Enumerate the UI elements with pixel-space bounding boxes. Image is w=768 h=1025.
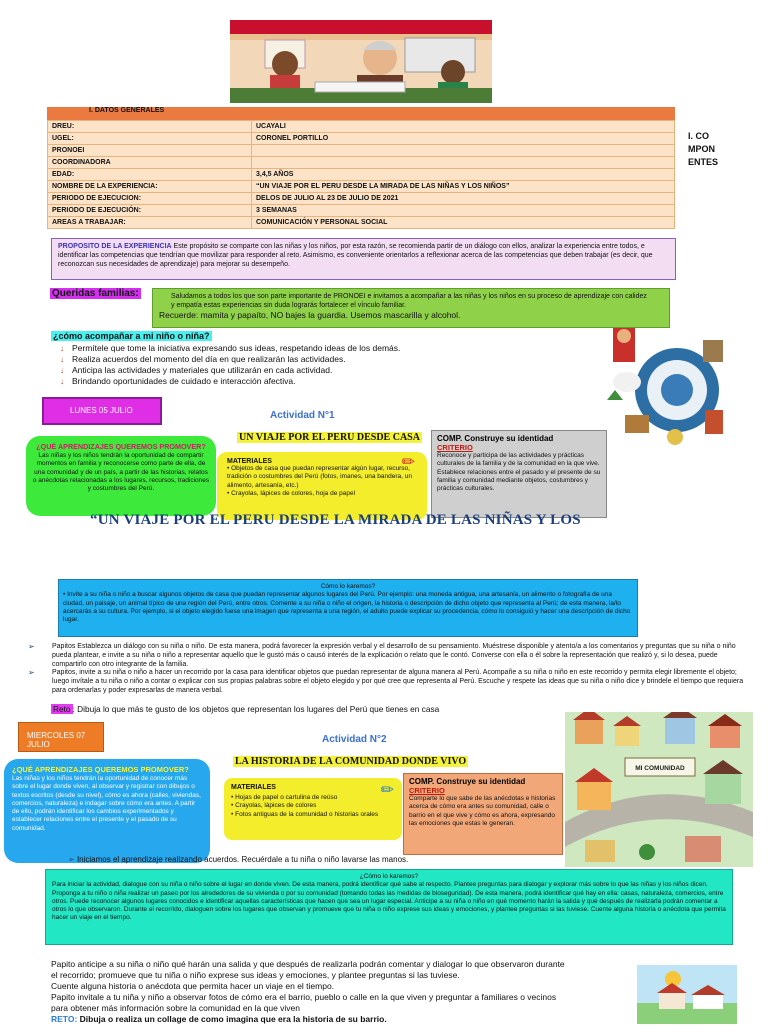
table-cell-value: DELOS DE JULIO AL 23 DE JULIO DE 2021 bbox=[252, 193, 675, 205]
list-item: ↓ Realiza acuerdos del momento del día en que realizarán las actividades. bbox=[58, 354, 400, 365]
aprendizajes-title: ¿QUÉ APRENDIZAJES QUEREMOS PROMOVER? bbox=[12, 765, 189, 774]
instruction-paragraph: ➢ Papitos, invite a su niña o niño a hacer un recorrido por la casa para identificar objetos que puedan representar de alguna manera al Perú. Acompañe a su niña o niño en este recorrido y permita elegir libremente el objeto; luego invítale a tu niña o niño a contar o explicar con sus propias palabras sobre el objeto elegido y por qué cree que representa al Perú. Escuche y respete las ideas que su niña o niño dice y brindele el tiempo que requiera para ordenarlas y poder expresarlas de manera verbal. bbox=[28, 669, 748, 695]
criterio-text: Reconoce y participa de las actividades y prácticas culturales de la familia y de la comunidad en la que vive. Establece relaciones entre el pasado y el presente de su familia y comunidad mediante objetos, costumbres y prácticas culturales. bbox=[437, 452, 601, 493]
table-cell-value bbox=[252, 145, 675, 157]
reto-label: RETO: bbox=[51, 1014, 78, 1024]
table-row bbox=[48, 193, 675, 205]
reto-text: : Dibuja lo que más te gusto de los objetos que representan los lugares del Perú que tienes en casa bbox=[72, 704, 440, 714]
activity-1-instructions bbox=[28, 643, 748, 696]
activity-1-title: Actividad N°1 bbox=[270, 410, 335, 421]
reto-text: Dibuja o realiza un collage de como imagina que era la historia de su barrio. bbox=[77, 1014, 387, 1024]
crayons-icon: ✏ bbox=[380, 782, 394, 799]
competencia-box-1 bbox=[431, 430, 607, 518]
como-lo-haremos-box-1 bbox=[58, 579, 638, 637]
competencia-box-2 bbox=[403, 773, 563, 855]
competencia-title: COMP. Construye su identidad bbox=[437, 434, 554, 443]
aprendizajes-text: Las niñas y los niños tendrán la oportunidad de conocer más sobre el lugar donde viven, al observar y registrar con dibujos o textos escritos (desde su nivel), cómo es ahora (calles, viviendas, comercios, naturaleza) e indagar sobre cómo era antes. A partir de ello, podrán identificar los cambios experimentados y establecer relaciones entre el presente y el pasado de su comunidad. bbox=[12, 775, 201, 832]
list-item: ↓ Permítele que tome la iniciativa expresando sus ideas, respetando ideas de los demás. bbox=[58, 343, 400, 354]
table-cell-key: EDAD: bbox=[48, 169, 252, 181]
como-lo-haremos-text: • Invite a su niña o niño a buscar algunos objetos de casa que puedan representar algunos lugares del Perú. Por ejemplo: una moneda antigua, una artesanía, un alimento o fotografía de una ciudad, un paisaje, un animal típico de una región del Perú, entre otros. Comente a su niña o niño el origen, la historia o descripción de dicho objeto que representa al Perú; de esta manera, la/lo acercarás a su cultura. Por ejemplo, si el objeto elegido fuese una imagen que representa a una región, el adulto puede explicar su procedencia, cómo lo consiguió y hacer una descripción de dicho lugar. bbox=[63, 591, 631, 624]
list-item: • Hojas de papel o cartulina de reúso bbox=[231, 794, 338, 801]
reto-1 bbox=[51, 704, 439, 714]
datos-generales-table bbox=[47, 120, 675, 229]
community-illustration bbox=[565, 712, 753, 867]
crayons-icon: ✏ bbox=[401, 454, 415, 471]
material-text: Objetos de casa que puedan representar algún lugar, recurso, tradición o costumbres del Perú (fotos, imanes, una bandera, un alimento, artesanía, etc.) bbox=[227, 465, 412, 489]
final-instructions bbox=[51, 959, 571, 1025]
table-cell-value: UCAYALI bbox=[252, 121, 675, 133]
material-text: Crayolas, lápices de colores, hoja de papel bbox=[231, 489, 356, 497]
table-row bbox=[48, 181, 675, 193]
table-cell-key: PERIODO DE EJECUCION: bbox=[48, 193, 252, 205]
table-row bbox=[48, 217, 675, 229]
iniciamos-text: Iniciamos el aprendizaje realizando acuerdos. Recuérdale a tu niña o niño lavarse las manos. bbox=[76, 855, 409, 864]
proposito-text: Este propósito se comparte con las niñas y los niños, por esta razón, se recomienda partir de un diálogo con ellos, analizar la experiencia entre todos, e identificar las competencias que tendrían que movilizar para responder al reto. Asimismo, es conveniente orientarlos a reflexionar acerca de las competencias que deben trabajar (es decir, que reconozcan sus necesidades de aprendizaje) para mejorar su desempeño. bbox=[58, 243, 653, 268]
componentes-line: ENTES bbox=[688, 157, 719, 167]
materiales-title: MATERIALES bbox=[227, 458, 272, 465]
instruction-paragraph: Papito invitale a tu niña y niño a observar fotos de cómo era el barrio, pueblo o calle en la que viven y preguntar a familiares o vecinos para obtener más información sobre la comunidad en la que viven bbox=[51, 992, 557, 1013]
table-row bbox=[48, 205, 675, 217]
queridas-recuerde: Recuerde: mamita y papaíto, NO bajes la guardia. Usemos mascarilla y alcohol. bbox=[159, 310, 461, 320]
activity-2-title: Actividad N°2 bbox=[322, 734, 387, 745]
materiales-title: MATERIALES bbox=[231, 784, 276, 791]
day-banner-lunes: LUNES 05 JULIO bbox=[42, 397, 162, 425]
table-cell-value: COMUNICACIÓN Y PERSONAL SOCIAL bbox=[252, 217, 675, 229]
como-lo-haremos-title: Cómo lo karemos? bbox=[320, 583, 376, 590]
aprendizajes-box-1 bbox=[26, 436, 216, 516]
materiales-box-2 bbox=[224, 778, 402, 840]
table-row bbox=[48, 145, 675, 157]
activity-2-subtitle: LA HISTORIA DE LA COMUNIDAD DONDE VIVO bbox=[235, 756, 467, 767]
queridas-familias-box bbox=[152, 288, 670, 328]
queridas-familias-label: Queridas familias: bbox=[52, 288, 139, 299]
como-lo-haremos-box-2 bbox=[45, 869, 733, 945]
proposito-box bbox=[51, 238, 676, 280]
table-cell-key: DREU: bbox=[48, 121, 252, 133]
table-cell-value: CORONEL PORTILLO bbox=[252, 133, 675, 145]
como-acompanar-list bbox=[58, 343, 400, 387]
table-cell-key: NOMBRE DE LA EXPERIENCIA: bbox=[48, 181, 252, 193]
competencia-title: COMP. Construye su identidad bbox=[409, 777, 526, 786]
iniciamos-note bbox=[68, 855, 408, 864]
queridas-text: Saludamos a todos los que son parte importante de PRONOEI e invitamos a acompañar a las niñas y los niños en su proceso de aprendizaje con calidez y empatía estas experiencias sin duda lograrás fortalecer el vínculo familiar. bbox=[171, 293, 647, 309]
table-cell-value: 3,4,5 AÑOS bbox=[252, 169, 675, 181]
reto-label: Reto bbox=[53, 704, 71, 714]
table-cell-key: PRONOEI bbox=[48, 145, 252, 157]
componentes-line: I. CO bbox=[688, 131, 710, 141]
experience-title: “UN VIAJE POR EL PERU DESDE LA MIRADA DE LAS NIÑAS Y LOS bbox=[90, 512, 581, 528]
day-banner-miercoles: MIERCOLES 07 JULIO bbox=[18, 722, 104, 752]
peru-culture-illustration bbox=[595, 320, 730, 450]
table-row bbox=[48, 157, 675, 169]
list-item: ↓ Anticipa las actividades y materiales que utilizarán en cada actividad. bbox=[58, 365, 400, 376]
aprendizajes-box-2 bbox=[4, 759, 210, 863]
instruction-paragraph: ➢ Papitos Establezca un diálogo con su niña o niño. De esta manera, podrá favorecer la expresión verbal y el desarrollo de su pensamiento. Muéstrese disponible y atento/a a los comentarios y preguntas que su niña o niño pueda plantear, e invite a su niña o niño a representar aquello que le gustó más o causó interés de la explicación o relato que le contó. Converse con ella o él sobre la representación que realizó y, si lo desea, puede compartirlo con otro integrante de la familia. bbox=[28, 643, 748, 669]
table-row bbox=[48, 133, 675, 145]
list-item: • Crayolas, lápices de colores, hoja de papel bbox=[227, 489, 356, 497]
criterio-label: CRITERIO bbox=[437, 443, 473, 452]
list-item: • Objetos de casa que puedan representar algún lugar, recurso, tradición o costumbres del Perú (fotos, imanes, una bandera, un alimento, artesanía, etc.) bbox=[227, 465, 412, 489]
community-sign: MI COMUNIDAD bbox=[635, 765, 685, 772]
datos-generales-header bbox=[47, 107, 675, 120]
aprendizajes-text: Las niñas y los niños tendrán la oportunidad de compartir momentos en familia y reconocerse como parte de ella, de una comunidad y de un país, a partir de las historias, relatos o anécdotas relacionadas a los lugares, recursos, tradiciones y costumbres del Perú. bbox=[32, 452, 210, 493]
criterio-label: CRITERIO bbox=[409, 786, 445, 795]
table-cell-value: 3 SEMANAS bbox=[252, 205, 675, 217]
aprendizajes-title: ¿QUÉ APRENDIZAJES QUEREMOS PROMOVER? bbox=[36, 442, 206, 451]
town-illustration bbox=[637, 965, 737, 1024]
reto-2 bbox=[51, 1014, 571, 1025]
instruction-paragraph: Papito anticipe a su niña o niño qué harán una salida y que después de realizarla podrán comentar y dialogar lo que observaron durante el recorrido; promueve que tu niña o niño exprese sus ideas y emociones, y plantee preguntas si las tuviese. bbox=[51, 959, 565, 980]
table-cell-key: COORDINADORA bbox=[48, 157, 252, 169]
arrow-icon: ➢ bbox=[68, 855, 75, 864]
header-illustration bbox=[230, 20, 492, 103]
table-row bbox=[48, 121, 675, 133]
componentes-heading bbox=[688, 130, 728, 169]
list-item: • Crayolas, lápices de colores bbox=[231, 802, 317, 810]
criterio-text: Comparte lo que sabe de las anécdotas e historias acerca de cómo era antes su comunidad, calle o barrio en el que vive y cómo es ahora, expresando las emociones que estas le generan. bbox=[409, 795, 556, 827]
table-cell-key: AREAS A TRABAJAR: bbox=[48, 217, 252, 229]
materiales-box-1 bbox=[217, 452, 427, 520]
material-text: Crayolas, lápices de colores bbox=[235, 802, 317, 810]
proposito-label: PROPOSITO DE LA EXPERIENCIA bbox=[58, 243, 172, 250]
instruction-paragraph: Cuente alguna historia o anécdota que permita hacer un viaje en el tiempo. bbox=[51, 981, 335, 991]
table-cell-value bbox=[252, 157, 675, 169]
list-item: ↓ Brindando oportunidades de cuidado e interacción afectiva. bbox=[58, 376, 400, 387]
como-lo-haremos-text: Para iniciar la actividad, dialogue con su niña o niño sobre el lugar en donde viven. De esta manera, podrá identificar qué sabe al respecto. Plantee preguntas para dialogar y explorar más sobre lo que las niñas y los niños dicen. Proponga a tu niño o niña realizar un paseo por los alrededores de su vivienda o por su comunidad (tomando todas las medidas de bioseguridad). De esta manera, podrá identificar qué hay en ella: casas, naturaleza, comercios, entre otros. Puede reconocer algunos lugares conocidos e identificar aquellas características que hacen que sea un lugar especial. Anticipe a su niña o niño en qué momento harán la salida y qué después de realizarla podrán comentar a otros lo que observaron. Durante el recorrido, dialoguen sobre los lugares que observan y promueve que tu niña o niño exprese sus ideas y emociones, y plantee preguntas si las tuviese. Cuente alguna historia o anécdota que permita hacer un viaje en el tiempo. bbox=[52, 881, 726, 922]
list-item: • Fotos antiguas de la comunidad o historias orales bbox=[231, 810, 379, 818]
table-cell-key: UGEL: bbox=[48, 133, 252, 145]
material-text: Fotos antiguas de la comunidad o historias orales bbox=[235, 810, 379, 818]
componentes-line: MPON bbox=[688, 144, 715, 154]
datos-generales-title: I. DATOS GENERALES bbox=[89, 107, 165, 114]
material-text: Hojas de papel o cartulina de reúso bbox=[235, 794, 338, 801]
activity-1-subtitle: UN VIAJE POR EL PERU DESDE CASA bbox=[239, 432, 420, 443]
como-acompanar-title: ¿cómo acompañar a mi niño o niña? bbox=[53, 331, 210, 341]
table-row bbox=[48, 169, 675, 181]
table-cell-key: PERIODO DE EJECUCIÓN: bbox=[48, 205, 252, 217]
como-lo-haremos-title: ¿Cómo lo karemos? bbox=[359, 873, 419, 880]
table-cell-value: “UN VIAJE POR EL PERU DESDE LA MIRADA DE LAS NIÑAS Y LOS NIÑOS” bbox=[252, 181, 675, 193]
